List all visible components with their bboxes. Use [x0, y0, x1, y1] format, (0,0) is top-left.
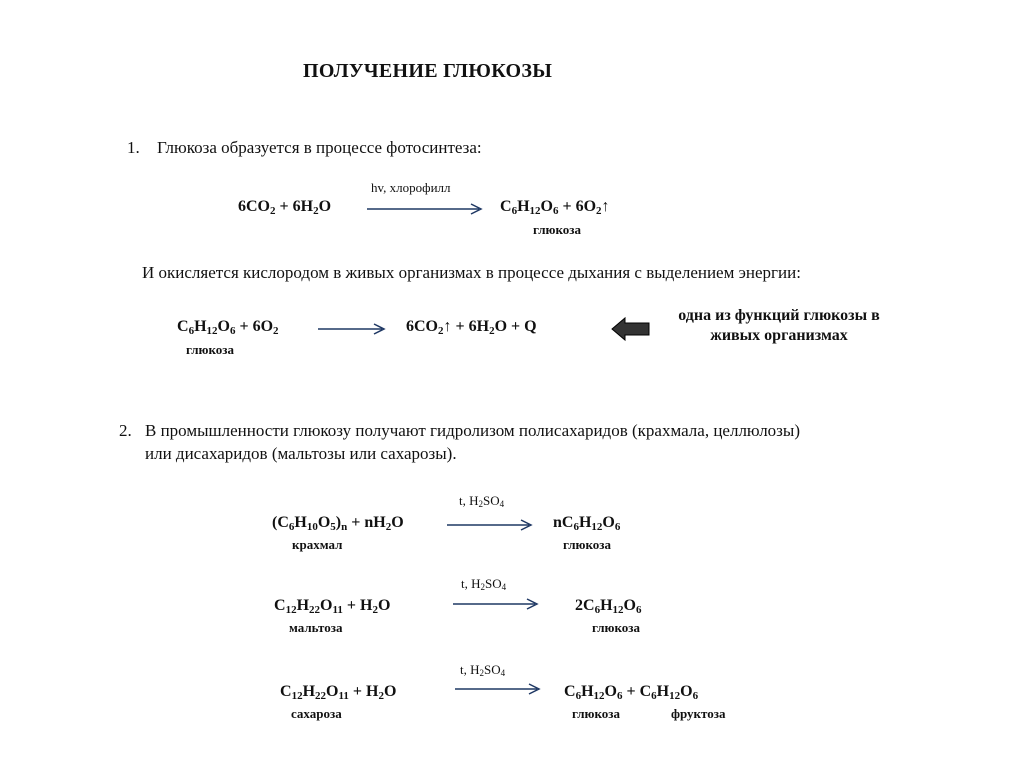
- maltose-product-label: глюкоза: [592, 620, 641, 635]
- starch-product-label: глюкоза: [563, 537, 612, 552]
- function-note-line2: живых организмах: [710, 327, 848, 344]
- left-block-arrow-icon: [611, 316, 651, 342]
- sucrose-reactants: $C_{12}H_{22}O_{11} + H_2O$: [280, 683, 397, 702]
- oxidation-text: И окисляется кислородом в живых организмах в процессе дыхания с выделением энергии:: [142, 263, 801, 282]
- maltose-label: мальтоза: [289, 620, 343, 635]
- sucrose-arrow: [455, 683, 545, 695]
- maltose-product: $2C_6H_{12}O_6$: [575, 597, 642, 616]
- sucrose-label: сахароза: [291, 706, 342, 721]
- maltose-condition: t, $H_2SO_4$: [461, 576, 507, 592]
- photosynthesis-arrow: [367, 203, 487, 215]
- sucrose-condition: t, $H_2SO_4$: [460, 662, 506, 678]
- photosynthesis-reactants: $6CO_2 + 6H_2O$: [238, 198, 332, 217]
- respiration-products: $6CO_2↑ + 6H_2O + Q$: [406, 318, 537, 337]
- function-note-line1: одна из функций глюкозы в: [678, 307, 880, 324]
- sucrose-products: $C_6H_{12}O_6 + C_6H_{12}O_6$: [564, 683, 699, 702]
- respiration-arrow: [318, 323, 390, 335]
- item-number-2: 2.: [119, 421, 132, 440]
- photosynthesis-product-label: глюкоза: [533, 222, 582, 237]
- maltose-reactants: $C_{12}H_{22}O_{11} + H_2O$: [274, 597, 391, 616]
- industry-text-line2: или дисахаридов (мальтозы или сахарозы).: [145, 444, 457, 463]
- respiration-reactant-label: глюкоза: [186, 342, 235, 357]
- photosynthesis-condition: hv, хлорофилл: [371, 180, 451, 195]
- starch-product: $nC_6H_{12}O_6$: [553, 514, 621, 533]
- starch-arrow: [447, 519, 537, 531]
- photosynthesis-products: $C_6H_{12}O_6$ + $6O_2↑$: [500, 198, 610, 217]
- photosynthesis-intro-text: Глюкоза образуется в процессе фотосинтеза:: [157, 138, 482, 157]
- function-note: [652, 306, 906, 346]
- item-number-1: 1.: [127, 138, 140, 157]
- starch-condition: t, $H_2SO_4$: [459, 493, 505, 509]
- sucrose-glucose-label: глюкоза: [572, 706, 621, 721]
- respiration-reactants: $C_6H_{12}O_6 + 6O_2$: [177, 318, 279, 337]
- sucrose-fructose-label: фруктоза: [671, 706, 726, 721]
- page-title: ПОЛУЧЕНИЕ ГЛЮКОЗЫ: [303, 60, 553, 82]
- starch-label: крахмал: [292, 537, 343, 552]
- industry-text-line1: В промышленности глюкозу получают гидролизом полисахаридов (крахмала, целлюлозы): [145, 421, 800, 440]
- starch-reactants: $(C_6H_{10}O_5)_n + nH_2O$: [272, 514, 404, 533]
- maltose-arrow: [453, 598, 543, 610]
